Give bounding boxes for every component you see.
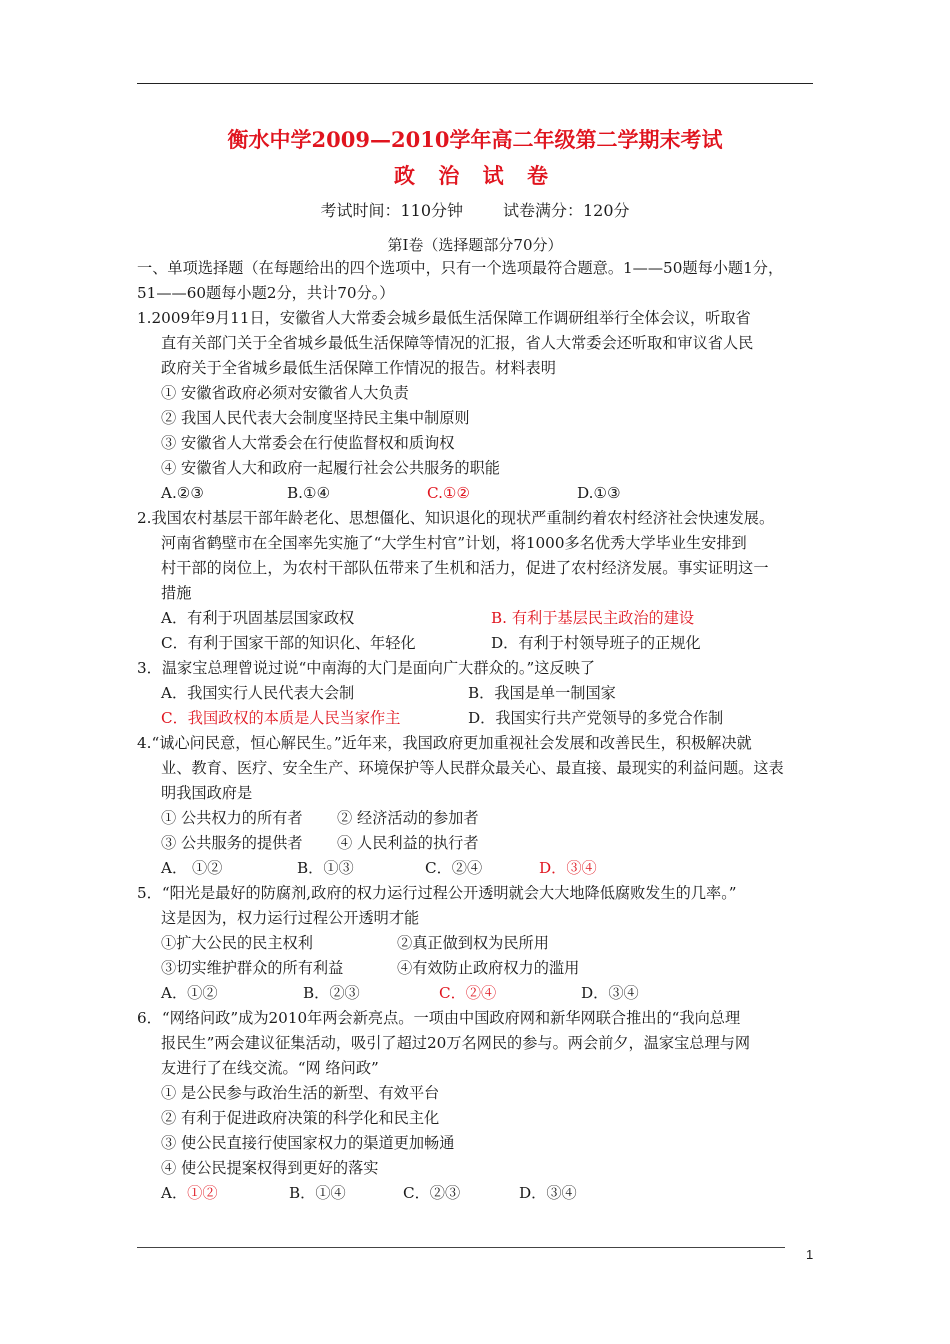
question-6-item: ① 是公民参与政治生活的新型、有效平台 (161, 1084, 440, 1102)
option-b: B. 有利于基层民主政治的建设 (491, 609, 695, 627)
item-3: ③切实维护群众的所有利益 (161, 959, 344, 977)
item-3: ③ 公共服务的提供者 (161, 834, 303, 852)
item-4: ④ 人民利益的执行者 (337, 834, 479, 852)
question-5-stem: 这是因为，权力运行过程公开透明才能 (161, 909, 420, 927)
option-a: A．我国实行人民代表大会制 (161, 684, 355, 702)
option-b: B．我国是单一制国家 (468, 684, 616, 702)
question-5-items (137, 931, 827, 956)
question-2-stem: 河南省鹤壁市在全国率先实施了“大学生村官”计划，将1000多名优秀大学毕业生安排到 (161, 534, 747, 552)
option-d: D．③④ (581, 984, 639, 1002)
question-4-items (137, 831, 827, 856)
option-d: D．③④ (519, 1184, 577, 1202)
option-a: A.②③ (161, 484, 205, 502)
question-5-options (137, 981, 827, 1006)
option-d: D．有利于村领导班子的正规化 (491, 634, 701, 652)
option-d: D.①③ (577, 484, 621, 502)
item-4: ④有效防止政府权力的滥用 (397, 959, 580, 977)
option-a: A． ①② (161, 859, 223, 877)
option-b: B.①④ (287, 484, 331, 502)
option-c: C．②④ (425, 859, 483, 877)
instruction-line: 51——60题每小题2分，共计70分。） (137, 284, 395, 302)
question-2-stem: 村干部的岗位上，为农村干部队伍带来了生机和活力，促进了农村经济发展。事实证明这一 (161, 559, 769, 577)
exam-meta (0, 198, 950, 221)
exam-time: 考试时间：110分钟 (320, 201, 463, 220)
question-1-stem: 直有关部门关于全省城乡最低生活保障等情况的汇报，省人大常委会还听取和审议省人民 (161, 334, 754, 352)
option-b: B．①④ (289, 1184, 346, 1202)
header-rule (137, 83, 813, 84)
option-c: C．我国政权的本质是人民当家作主 (161, 709, 401, 727)
option-d: D．③④ (539, 859, 597, 877)
option-b: B．②③ (303, 984, 360, 1002)
option-a: A．①② (161, 984, 218, 1002)
exam-score: 试卷满分：120分 (503, 201, 630, 220)
question-1-stem: 1.2009年9月11日，安徽省人大常委会城乡最低生活保障工作调研组举行全体会议，听取省 (137, 309, 751, 327)
exam-title: 衡水中学2009—2010学年高二年级第二学期末考试 (227, 127, 723, 152)
question-6-item: ② 有利于促进政府决策的科学化和民主化 (161, 1109, 440, 1127)
question-2-stem: 措施 (161, 584, 192, 602)
question-4-stem: 明我国政府是 (161, 784, 253, 802)
question-6-stem: 报民生”两会建议征集活动，吸引了超过20万名网民的参与。两会前夕，温家宝总理与网 (161, 1034, 751, 1052)
question-1-item: ② 我国人民代表大会制度坚持民主集中制原则 (161, 409, 470, 427)
item-1: ①扩大公民的民主权利 (161, 934, 313, 952)
question-1-item: ③ 安徽省人大常委会在行使监督权和质询权 (161, 434, 455, 452)
question-6-stem: 友进行了在线交流。“网 络问政” (161, 1059, 379, 1077)
option-b: B．①③ (297, 859, 354, 877)
question-4-stem: 业、教育、医疗、安全生产、环境保护等人民群众最关心、最直接、最现实的利益问题。这表 (161, 759, 784, 777)
question-6-item: ③ 使公民直接行使国家权力的渠道更加畅通 (161, 1134, 455, 1152)
option-c: C．②④ (439, 984, 497, 1002)
option-c: C．②③ (403, 1184, 461, 1202)
item-1: ① 公共权力的所有者 (161, 809, 303, 827)
option-a: A．有利于巩固基层国家政权 (161, 609, 355, 627)
question-4-options (137, 856, 827, 881)
question-4-stem: 4.“诚心问民意，恒心解民生。”近年来，我国政府更加重视社会发展和改善民生，积极解决就 (137, 734, 752, 752)
question-6-item: ④ 使公民提案权得到更好的落实 (161, 1159, 379, 1177)
question-6-options (137, 1181, 827, 1206)
footer-rule (137, 1247, 785, 1248)
option-c: C．有利于国家干部的知识化、年轻化 (161, 634, 416, 652)
option-a-answer: ①② (187, 1184, 218, 1202)
instruction-line: 一、单项选择题（在每题给出的四个选项中，只有一个选项最符合题意。1——50题每小题1分， (137, 259, 784, 277)
option-a-label: A． (161, 1184, 188, 1202)
question-content (137, 256, 827, 1206)
page-number: 1 (806, 1247, 814, 1262)
question-4-items (137, 806, 827, 831)
question-2-options (137, 631, 827, 656)
exam-subtitle: 政 治 试 卷 (394, 163, 556, 188)
option-d: D．我国实行共产党领导的多党合作制 (468, 709, 724, 727)
item-2: ②真正做到权为民所用 (397, 934, 549, 952)
question-2-stem: 2.我国农村基层干部年龄老化、思想僵化、知识退化的现状严重制约着农村经济社会快速发展。 (137, 509, 775, 527)
question-3-options (137, 681, 827, 706)
question-5-items (137, 956, 827, 981)
option-a (161, 1181, 289, 1206)
option-c: C.①② (427, 484, 471, 502)
question-3-stem: 3．温家宝总理曾说过说“中南海的大门是面向广大群众的。”这反映了 (137, 659, 596, 677)
question-1-item: ④ 安徽省人大和政府一起履行社会公共服务的职能 (161, 459, 500, 477)
question-1-options (137, 481, 827, 506)
item-2: ② 经济活动的参加者 (337, 809, 479, 827)
question-6-stem: 6．“网络问政”成为2010年两会新亮点。一项由中国政府网和新华网联合推出的“我向总理 (137, 1009, 741, 1027)
part-heading: 第Ⅰ卷（选择题部分70分） (387, 236, 563, 254)
question-1-item: ① 安徽省政府必须对安徽省人大负责 (161, 384, 409, 402)
question-3-options (137, 706, 827, 731)
question-5-stem: 5．“阳光是最好的防腐剂,政府的权力运行过程公开透明就会大大地降低腐败发生的几率。” (137, 884, 737, 902)
question-2-options (137, 606, 827, 631)
question-1-stem: 政府关于全省城乡最低生活保障工作情况的报告。材料表明 (161, 359, 556, 377)
